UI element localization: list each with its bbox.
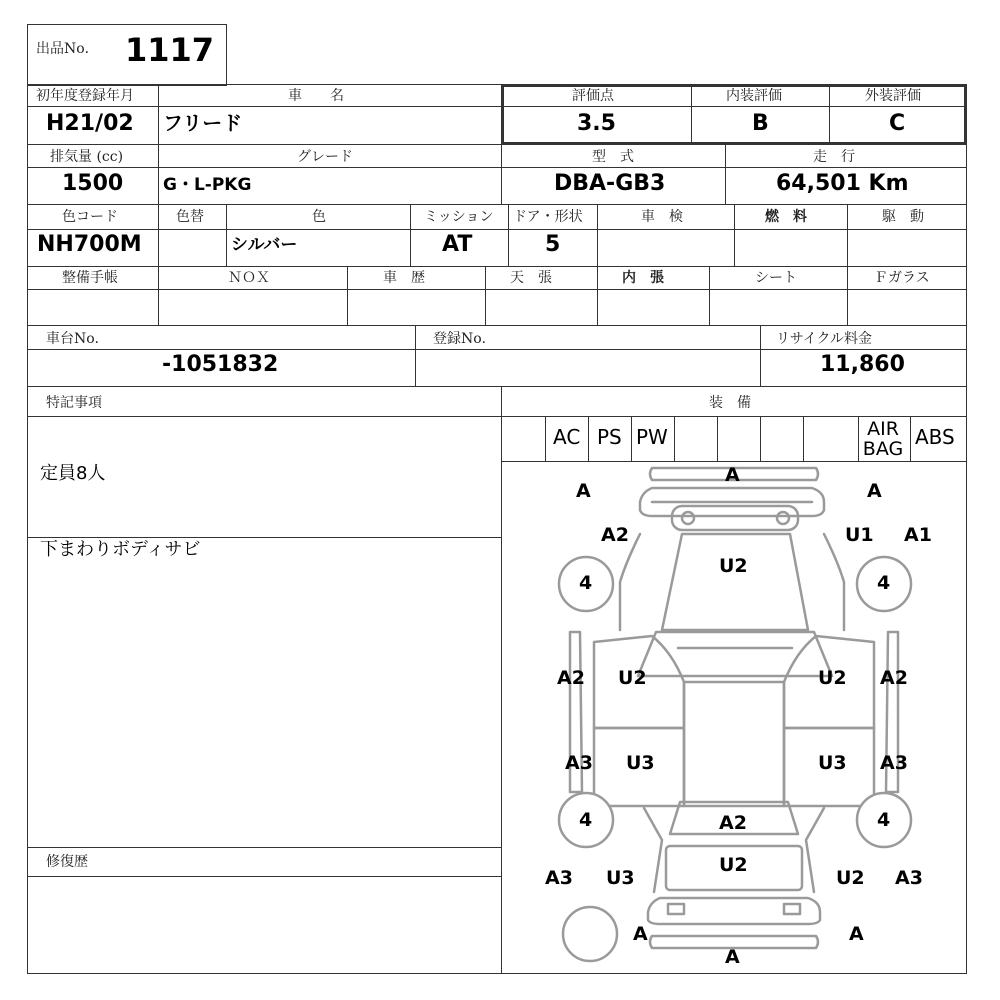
spare-tire-icon [563,907,617,961]
front-grille-outline [672,506,798,530]
front-glass-label: Ｆガラス [874,270,930,286]
mission-value: AT [442,232,473,257]
fuel-label: 燃 料 [765,209,807,225]
exterior-score-value: C [889,111,906,136]
damage-left-quarter-u: U3 [606,867,635,889]
damage-rear-left-corner: A [633,923,648,945]
damage-right-front-door-u: U2 [818,667,847,689]
score-label: 評価点 [572,88,614,104]
repair-history-label: 修復歴 [46,854,88,870]
interior-lining-label: 内 張 [622,270,664,286]
car-history-label: 車 歴 [383,270,425,286]
damage-rear-right-wheel: 4 [877,809,891,831]
first-registration-label: 初年度登録年月 [36,88,134,104]
damage-front-right-wheel: 4 [877,572,891,594]
interior-score-label: 内装評価 [726,88,782,104]
door-label: ドア・形状 [513,209,583,225]
first-registration-value: H21/02 [46,111,134,136]
special-notes-label: 特記事項 [46,395,102,411]
color-code-label: 色コード [62,209,118,225]
car-damage-diagram [502,462,967,974]
mileage-value: 64,501 Km [776,171,909,196]
damage-back-door: U2 [719,854,748,876]
damage-left-rear-door-u: U3 [626,752,655,774]
damage-right-quarter-a: A3 [895,867,923,889]
drive-label: 駆 動 [882,209,924,225]
damage-right-front-door-a: A2 [880,667,908,689]
mileage-label: 走 行 [813,149,855,165]
damage-front-center: A [725,464,740,486]
equipment-item-abs: ABS [915,425,955,449]
damage-roof-rear: A2 [719,812,747,834]
registration-number-label: 登録No． [433,331,496,347]
damage-front-right-corner: A [867,480,882,502]
equipment-item-ps: PS [597,425,622,449]
special-note-1: 定員8人 [40,463,106,484]
damage-right-rear-door-a: A3 [880,752,908,774]
interior-score-value: B [752,111,769,136]
car-name-label: 車 名 [288,88,344,104]
model-value: DBA-GB3 [554,171,666,196]
roof-outline [684,682,784,806]
equipment-item-ac: AC [553,425,581,449]
seat-label: シート [755,270,797,286]
mission-label: ミッション [424,209,494,225]
special-note-2: 下まわりボディサビ [40,539,201,560]
damage-left-front-door-a: A2 [557,667,585,689]
damage-left-quarter-a: A3 [545,867,573,889]
displacement-value: 1500 [62,171,124,196]
door-value: 5 [545,232,561,257]
exterior-score-label: 外装評価 [865,88,921,104]
roof-lining-label: 天 張 [510,270,552,286]
damage-left-rear-door-a: A3 [565,752,593,774]
damage-right-quarter-u: U2 [836,867,865,889]
damage-right-rear-door-u: U3 [818,752,847,774]
damage-left-fender: A2 [601,524,629,546]
color-value: シルバー [231,235,298,255]
displacement-label: 排気量 (cc) [50,149,124,165]
car-name-value: フリード [163,111,243,135]
score-value: 3.5 [577,111,616,136]
grade-value: G・L-PKG [163,175,252,195]
equipment-item-air-bag: AIR BAG [862,418,904,460]
damage-right-fender-u: U1 [845,524,874,546]
damage-rear-center: A [725,946,740,968]
damage-front-left-wheel: 4 [579,572,593,594]
rear-bumper-outline [648,898,820,924]
recycle-fee-label: リサイクル料金 [776,331,873,347]
inspection-label: 車 検 [641,209,683,225]
maintenance-record-label: 整備手帳 [62,270,118,286]
color-code-value: NH700M [37,232,142,257]
hood-outline [662,534,808,630]
chassis-number-value: -1051832 [162,352,279,377]
nox-label: ＮＯＸ [228,270,270,286]
damage-front-left-corner: A [576,480,591,502]
lot-number-label: 出品No． [36,41,99,57]
equipment-label: 装 備 [709,395,751,411]
equipment-item-pw: PW [636,425,668,449]
grade-label: グレード [297,149,353,165]
color-change-label: 色替 [176,209,204,225]
recycle-fee-value: 11,860 [820,352,905,377]
damage-hood: U2 [719,555,748,577]
model-label: 型 式 [592,149,634,165]
lot-number: 1117 [125,31,215,69]
damage-left-front-door-u: U2 [618,667,647,689]
damage-rear-right-corner: A [849,923,864,945]
color-label: 色 [312,209,326,225]
damage-rear-left-wheel: 4 [579,809,593,831]
damage-right-fender-a: A1 [904,524,932,546]
chassis-number-label: 車台No． [46,331,109,347]
